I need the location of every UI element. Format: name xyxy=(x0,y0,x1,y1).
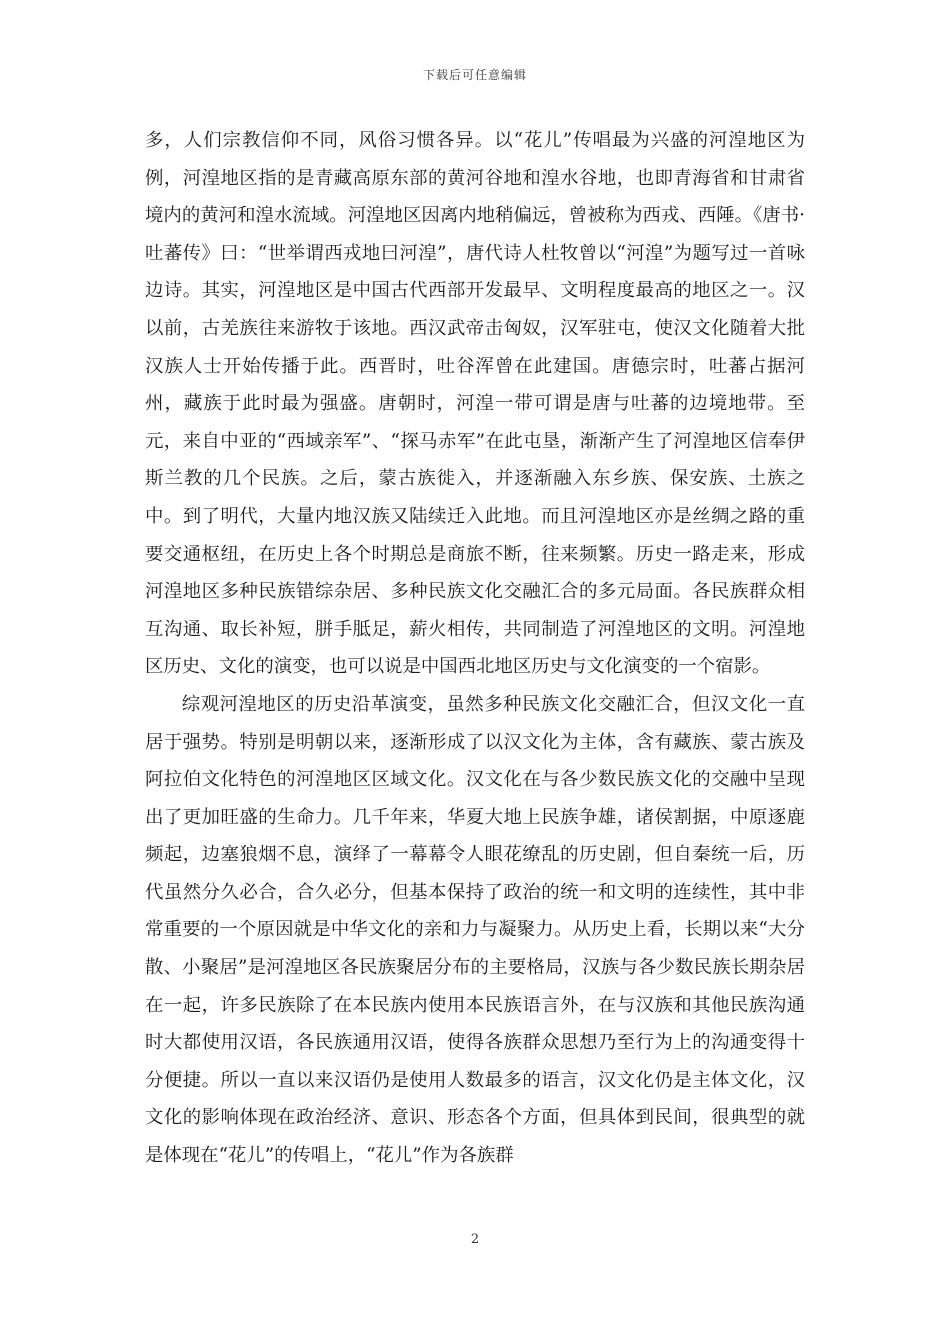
paragraph-continuation: 多，人们宗教信仰不同，风俗习惯各异。以“花儿”传唱最为兴盛的河湟地区为例，河湟地区指的是青藏高原东部的黄河谷地和湟水谷地，也即青海省和甘肃省境内的黄河和湟水流域。河湟地区因离内地稍偏远，曾被称为西戎、西陲。《唐书·吐蕃传》曰：“世举谓西戎地曰河湟”，唐代诗人杜牧曾以“河湟”为题写过一首咏边诗。其实，河湟地区是中国古代西部开发最早、文明程度最高的地区之一。汉以前，古羌族往来游牧于该地。西汉武帝击匈奴，汉军驻屯，使汉文化随着大批汉族人士开始传播于此。西晋时，吐谷浑曾在此建国。唐德宗时，吐蕃占据河州，藏族于此时最为强盛。唐朝时，河湟一带可谓是唐与吐蕃的边境地带。至元，来自中亚的“西域亲军”、“探马赤军”在此屯垦，渐渐产生了河湟地区信奉伊斯兰教的几个民族。之后，蒙古族徙入，并逐渐融入东乡族、保安族、土族之中。到了明代，大量内地汉族又陆续迁入此地。而且河湟地区亦是丝绸之路的重要交通枢纽，在历史上各个时期总是商旅不断，往来频繁。历史一路走来，形成河湟地区多种民族错综杂居、多种民族文化交融汇合的多元局面。各民族群众相互沟通、取长补短，胼手胝足，薪火相传，共同制造了河湟地区的文明。河湟地区历史、文化的演变，也可以说是中国西北地区历史与文化演变的一个宿影。 xyxy=(145,130,805,678)
paragraph: 综观河湟地区的历史沿革演变，虽然多种民族文化交融汇合，但汉文化一直居于强势。特别是明朝以来，逐渐形成了以汉文化为主体，含有藏族、蒙古族及阿拉伯文化特色的河湟地区区域文化。汉文化在与各少数民族文化的交融中呈现出了更加旺盛的生命力。几千年来，华夏大地上民族争雄，诸侯割据，中原逐鹿频起，边塞狼烟不息，演绎了一幕幕令人眼花缭乱的历史剧，但自秦统一后，历代虽然分久必合，合久必分，但基本保持了政治的统一和文明的连续性，其中非常重要的一个原因就是中华文化的亲和力与凝聚力。从历史上看，长期以来“大分散、小聚居”是河湟地区各民族聚居分布的主要格局，汉族与各少数民族长期杂居在一起，许多民族除了在本民族内使用本民族语言外，在与汉族和其他民族沟通时大都使用汉语，各民族通用汉语，使得各族群众思想乃至行为上的沟通变得十分便捷。所以一直以来汉语仍是使用人数最多的语言，汉文化仍是主体文化，汉文化的影响体现在政治经济、意识、形态各个方面，但具体到民间，很典型的就是体现在“花儿”的传唱上，“花儿”作为各族群 xyxy=(145,693,805,1167)
page-header: 下载后可任意编辑 xyxy=(422,68,527,82)
page-number: 2 xyxy=(470,1232,480,1247)
document-body xyxy=(145,122,805,1175)
